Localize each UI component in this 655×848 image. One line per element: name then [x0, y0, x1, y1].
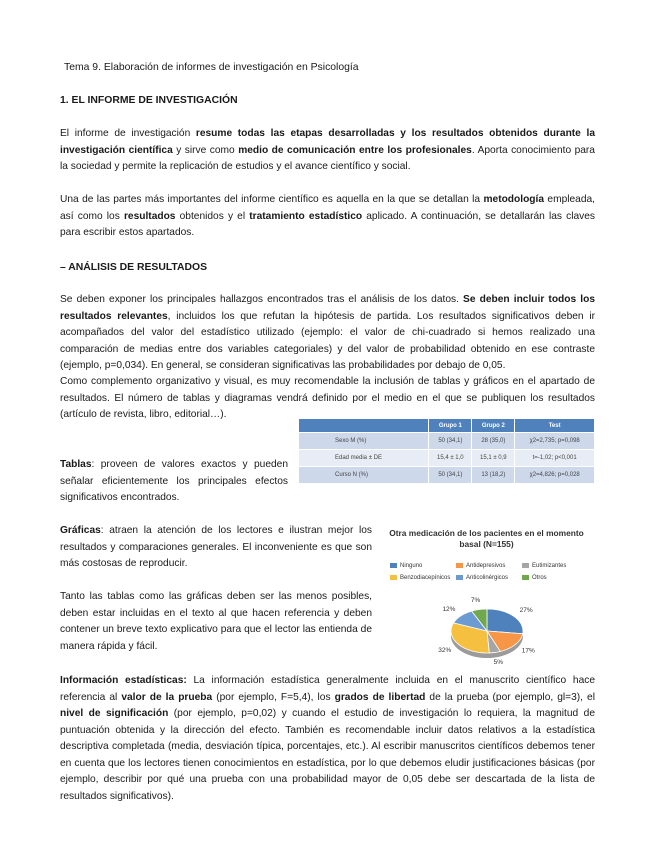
- legend-label: Antidepresivos: [466, 563, 506, 570]
- table-cell: χ2=2,735; p=0,098: [515, 433, 595, 450]
- table-cell: Edad media ± DE: [299, 450, 429, 467]
- table-cell: χ2=4,826; p=0,028: [515, 467, 595, 484]
- table-row: [299, 433, 595, 450]
- table-cell: 50 (34,1): [429, 433, 472, 450]
- legend-label: Ninguno: [400, 563, 423, 570]
- pie-chart: [384, 525, 589, 667]
- table-row: [299, 467, 595, 484]
- pie-slice: [487, 609, 523, 634]
- table-header-cell: Grupo 1: [429, 419, 472, 433]
- pie-value-label: 32%: [438, 646, 452, 654]
- table-cell: 28 (35,0): [472, 433, 515, 450]
- chart-title: Otra medicación de los pacientes en el momento basal (N=155): [389, 528, 584, 549]
- table-cell: 15,4 ± 1,0: [429, 450, 472, 467]
- table-cell: 50 (34,1): [429, 467, 472, 484]
- paragraph-tablas-graficos: Como complemento organizativo y visual, es muy recomendable la inclusión de tablas y gráficos en el apartado de resultados. El número de tablas y diagramas vendrá definido por el medio en el que se publiquen los resultados (artículo de revista, libro, editorial…).: [60, 376, 595, 420]
- table-header-cell: Grupo 2: [472, 419, 515, 433]
- paragraph-graficas: Gráficas: atraen la atención de los lectores e ilustran mejor los resultados y comparaciones generales. El inconveniente es que son más costosas de reproducir.: [60, 525, 372, 569]
- table-cell: t=-1,02; p<0,001: [515, 450, 595, 467]
- paragraph-hallazgos: Se deben exponer los principales hallazgos encontrados tras el análisis de los datos. Se deben incluir todos los resultados relevantes, incluidos los que refutan la hipótesis de partida. Los resultados significativos deben ir acompañados del valor del estadístico utilizado (ejemplo: el valor de chi-cuadrado si hemos realizado una comparación de medias entre dos variables categoriales) y del valor de probabilidad obtenido en ese contraste (ejemplo, p=0,034). En general, se consideran significativas las probabilidades por debajo de 0,05.: [60, 294, 595, 371]
- pie-value-label: 17%: [521, 647, 535, 655]
- table-header-row: [299, 419, 595, 433]
- table-header-cell: Test: [515, 419, 595, 433]
- paragraph-metodologia: Una de las partes más importantes del informe científico es aquella en la que se detallan la metodología empleada, así como los resultados obtenidos y el tratamiento estadístico aplicado. A continuación, se detallarán las claves para escribir estos apartados.: [60, 194, 595, 238]
- pie-value-label: 27%: [519, 606, 533, 614]
- paragraph-informe-intro: El informe de investigación resume todas las etapas desarrolladas y los resultados obtenidos durante la investigación científica y sirve como medio de comunicación entre los profesionales. Aporta conocimiento para la sociedad y permite la replicación de estudios y el avance científico y social.: [60, 128, 595, 172]
- legend-label: Otros: [532, 575, 547, 582]
- paragraph-tablas-graficas-minimas: Tanto las tablas como las gráficas deben ser las menos posibles, deben estar incluidas en el texto al que hacen referencia y deben contener un breve texto explicativo para que el lector las entienda de manera rápida y fácil.: [60, 591, 372, 652]
- paragraph-informacion-estadistica: Información estadísticas: La información estadística generalmente incluida en el manuscrito científico hace referencia al valor de la prueba (por ejemplo, F=5,4), los grados de libertad de la prueba (por ejemplo, gl=3), el nivel de significación (por ejemplo, p=0,02) y cuando el estudio de investigación lo requiera, la magnitud de puntuación obtenida y la dirección del efecto. También es recomendable incluir datos relativos a la estadística descriptiva completada (media, desviación típica, porcentajes, etc.). Al escribir manuscritos científicos debemos tener en cuenta que los lectores tienen conocimientos en estadística, por lo que debemos eludir justificaciones básicas (por ejemplo, describir por qué una prueba con una probabilidad mayor de 0,05 debe ser descartada de la lista de resultados significativos).: [60, 675, 596, 802]
- pie-value-label: 7%: [470, 596, 481, 604]
- table-cell: 15,1 ± 0,9: [472, 450, 515, 467]
- legend-label: Anticolinérgicos: [466, 575, 509, 582]
- legend-label: Eutimizantes: [532, 563, 567, 570]
- results-table: [299, 419, 595, 483]
- table-header-cell: [299, 419, 429, 433]
- pie-value-label: 5%: [493, 659, 504, 667]
- section-title-resultados: – ANÁLISIS DE RESULTADOS: [60, 262, 208, 273]
- table-cell: Curso N (%): [299, 467, 429, 484]
- legend-label: Benzodiacepínicos: [400, 575, 451, 582]
- paragraph-tablas: Tablas: proveen de valores exactos y pueden señalar eficientemente los principales efectos significativos encontrados.: [60, 459, 288, 503]
- section-title-informe: 1. EL INFORME DE INVESTIGACIÓN: [60, 95, 238, 106]
- table-row: [299, 450, 595, 467]
- pie-svg: [384, 525, 589, 667]
- table-cell: 13 (18,2): [472, 467, 515, 484]
- table-cell: Sexo M (%): [299, 433, 429, 450]
- pie-value-label: 12%: [442, 606, 456, 614]
- page-header: Tema 9. Elaboración de informes de investigación en Psicología: [64, 62, 359, 73]
